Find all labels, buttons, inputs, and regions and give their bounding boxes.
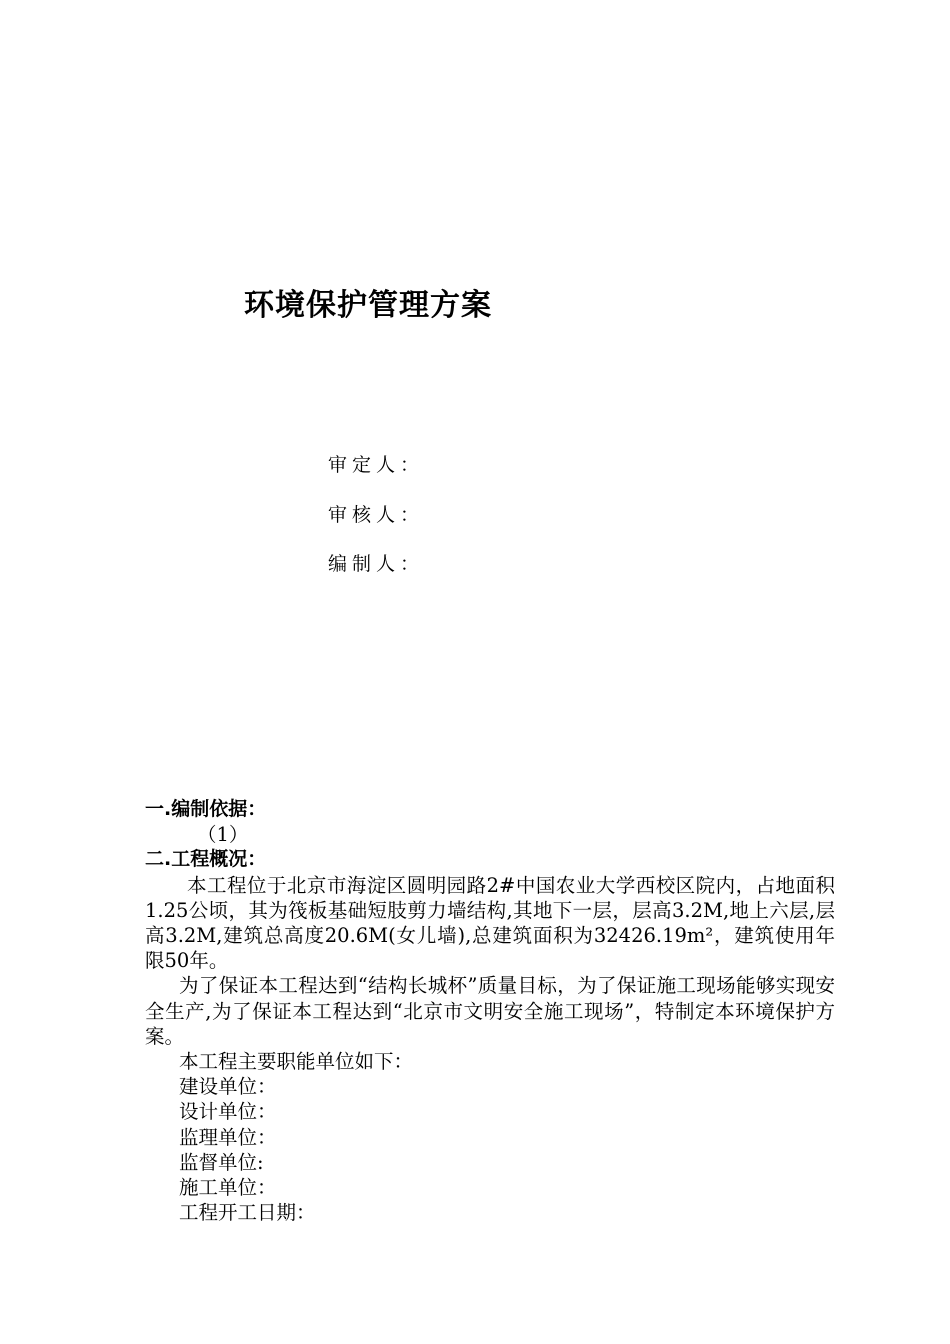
approver-label: 审定人： [328,454,425,476]
basis-item: （1） [197,823,249,847]
overview-paragraph: 本工程位于北京市海淀区圆明园路2#中国农业大学西校区院内，占地面积1.25公顷，其为筏板基础短肢剪力墙结构,其地下一层，层高3.2M,地上六层,层高3.2M,建筑总高度20.6M(女儿墙),总建筑面积为32426.19m²，建筑使用年限50年。 [145,873,835,973]
document-title: 环境保护管理方案 [244,288,492,323]
units-intro: 本工程主要职能单位如下： [179,1050,414,1074]
unit-contractor: 施工单位： [179,1176,277,1200]
unit-construction-owner: 建设单位： [179,1075,277,1099]
start-date-label: 工程开工日期： [179,1201,316,1225]
reviewer-label: 审核人： [328,504,425,526]
section-heading-overview: 二.工程概况： [145,848,267,871]
document-body [145,797,835,1225]
author-label: 编制人： [328,553,425,575]
unit-design: 设计单位： [179,1100,277,1124]
unit-oversight: 监督单位: [179,1150,264,1174]
objective-paragraph: 为了保证本工程达到“结构长城杯”质量目标，为了保证施工现场能够实现安全生产,为了保证本工程达到“北京市文明安全施工现场”，特制定本环境保护方案。 [145,974,835,1048]
section-heading-basis: 一.编制依据： [145,798,267,820]
unit-supervision: 监理单位： [179,1125,277,1149]
